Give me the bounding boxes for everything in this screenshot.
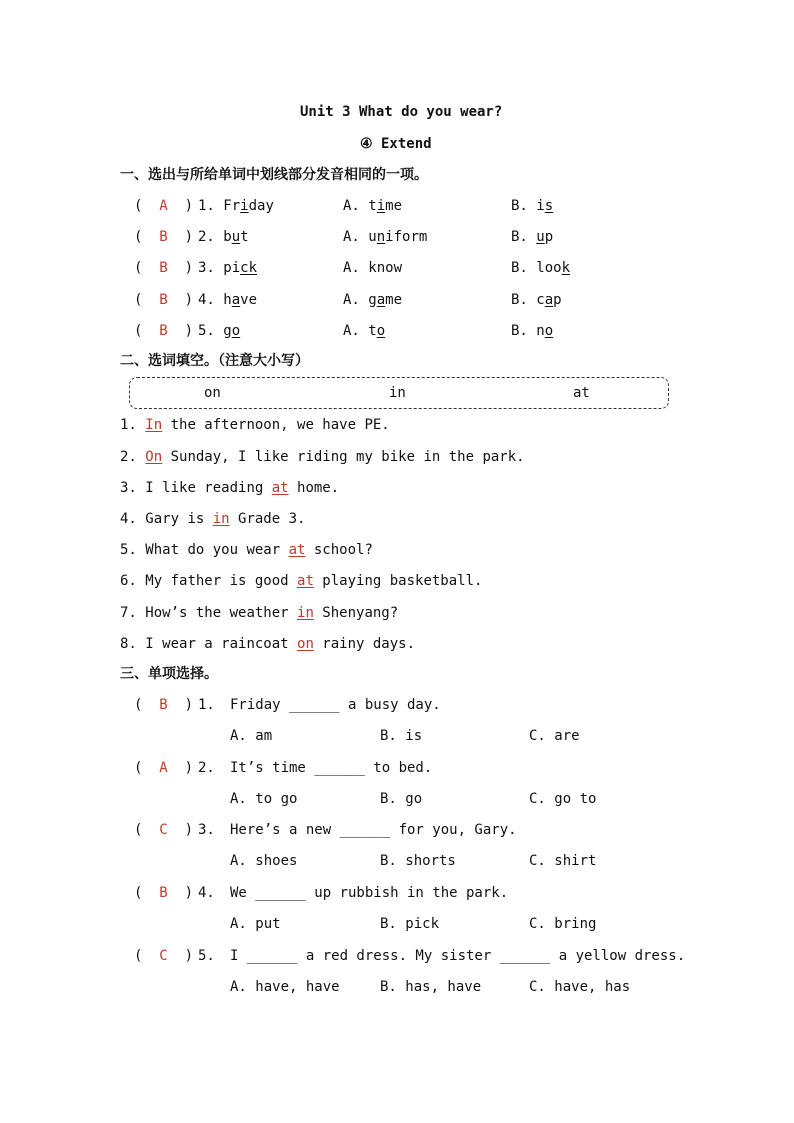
answer-bracket: ( A ) [134, 198, 194, 214]
option-c: C. shirt [529, 853, 597, 869]
underlined-part: u [231, 229, 241, 245]
word-part: ve [240, 292, 258, 308]
word-bank-word-on: on [204, 385, 221, 401]
option-b [511, 227, 553, 247]
filled-answer: on [297, 636, 314, 652]
text-before: Gary is [145, 511, 213, 527]
word-bank-word-in: in [389, 385, 406, 401]
option-letter: A. [343, 292, 369, 308]
word-part: n [536, 323, 545, 339]
question-word [198, 196, 274, 216]
underlined-part: i [376, 198, 386, 214]
filled-answer: at [297, 573, 314, 589]
word-part: h [223, 292, 232, 308]
word-part: me [385, 292, 403, 308]
fill-blank-item [120, 540, 373, 560]
word-part: iform [385, 229, 428, 245]
section1-heading: 一、选出与所给单词中划线部分发音相同的一项。 [120, 167, 428, 183]
word-part: loo [536, 260, 562, 276]
option-b: B. has, have [380, 979, 482, 995]
option-letter: B. [511, 323, 537, 339]
option-b: B. pick [380, 916, 440, 932]
question-number: 4. [198, 292, 215, 308]
question-number: 5. [198, 948, 215, 964]
text-before: How’s the weather [145, 605, 298, 621]
underlined-part: o [544, 323, 554, 339]
answer-letter: B [159, 697, 168, 713]
option-a: A. have, have [230, 979, 340, 995]
question-word [198, 227, 249, 247]
answer-letter: C [159, 948, 168, 964]
answer-bracket: ( B ) [134, 292, 194, 308]
page-subtitle: ④ Extend [360, 136, 432, 152]
fill-blank-item [120, 509, 305, 529]
answer-letter: B [159, 292, 168, 308]
option-a: A. put [230, 916, 281, 932]
option-b [511, 258, 570, 278]
option-a [343, 196, 402, 216]
option-letter: A. [343, 260, 369, 276]
underlined-part: s [544, 198, 554, 214]
question-number: 2. [198, 760, 215, 776]
answer-bracket: ( B ) [134, 229, 194, 245]
page-title: Unit 3 What do you wear? [300, 104, 503, 120]
word-part: now [376, 260, 403, 276]
word-part: me [385, 198, 403, 214]
option-c: C. bring [529, 916, 597, 932]
option-a [343, 227, 427, 247]
underlined-part: ck [240, 260, 258, 276]
question-text: I ______ a red dress. My sister ______ a yellow dress. [230, 948, 686, 964]
answer-letter: A [159, 198, 168, 214]
underlined-part: n [376, 229, 386, 245]
fill-blank-item [120, 603, 398, 623]
option-c: C. have, has [529, 979, 631, 995]
word-bank-word-at: at [573, 385, 590, 401]
word-part: t [240, 229, 249, 245]
option-a [343, 258, 402, 278]
filled-answer: On [145, 449, 163, 465]
item-number: 6. [120, 573, 137, 589]
question-word [198, 290, 257, 310]
question-number: 5. [198, 323, 215, 339]
word-part: day [248, 198, 274, 214]
question-word [198, 258, 257, 278]
text-after: home. [288, 480, 340, 496]
answer-bracket: ( B ) [134, 885, 194, 901]
word-part: t [368, 198, 377, 214]
option-a: A. shoes [230, 853, 298, 869]
option-a [343, 290, 402, 310]
option-b [511, 290, 562, 310]
underlined-part: a [376, 292, 386, 308]
word-part: Fr [223, 198, 241, 214]
word-part: p [544, 229, 554, 245]
option-letter: B. [511, 292, 537, 308]
fill-blank-item [120, 634, 415, 654]
question-text: It’s time ______ to bed. [230, 760, 433, 776]
text-after: the afternoon, we have PE. [162, 417, 390, 433]
item-number: 5. [120, 542, 137, 558]
filled-answer: at [288, 542, 306, 558]
text-before: What do you wear [145, 542, 289, 558]
item-number: 3. [120, 480, 137, 496]
underlined-part: o [231, 323, 241, 339]
word-part: p [553, 292, 562, 308]
question-number: 3. [198, 822, 215, 838]
answer-letter: C [159, 822, 168, 838]
answer-bracket: ( B ) [134, 260, 194, 276]
text-after: playing basketball. [313, 573, 483, 589]
option-letter: A. [343, 323, 369, 339]
option-c: C. are [529, 728, 580, 744]
filled-answer: In [145, 417, 163, 433]
answer-letter: B [159, 260, 168, 276]
answer-letter: B [159, 229, 168, 245]
word-part: g [368, 292, 377, 308]
text-before: My father is good [145, 573, 298, 589]
underlined-part: a [231, 292, 241, 308]
option-letter: B. [511, 260, 537, 276]
word-part: pi [223, 260, 241, 276]
filled-answer: in [297, 605, 314, 621]
answer-letter: B [159, 885, 168, 901]
answer-bracket: ( A ) [134, 760, 194, 776]
word-part: c [536, 292, 545, 308]
underlined-part: i [240, 198, 249, 214]
text-after: Shenyang? [313, 605, 399, 621]
text-after: school? [305, 542, 373, 558]
question-number: 1. [198, 697, 215, 713]
word-part: i [536, 198, 545, 214]
option-letter: A. [343, 198, 369, 214]
word-part: u [368, 229, 377, 245]
question-number: 1. [198, 198, 215, 214]
question-number: 3. [198, 260, 215, 276]
option-b: B. shorts [380, 853, 456, 869]
answer-bracket: ( B ) [134, 697, 194, 713]
fill-blank-item [120, 571, 482, 591]
question-number: 4. [198, 885, 215, 901]
item-number: 4. [120, 511, 137, 527]
underlined-part: u [536, 229, 545, 245]
option-letter: A. [343, 229, 369, 245]
answer-bracket: ( C ) [134, 822, 194, 838]
question-word [198, 321, 240, 341]
word-part: t [368, 323, 377, 339]
text-before: I like reading [145, 480, 272, 496]
filled-answer: in [212, 511, 230, 527]
option-a [343, 321, 385, 341]
word-part: g [223, 323, 232, 339]
word-part: b [223, 229, 232, 245]
question-text: Friday ______ a busy day. [230, 697, 441, 713]
option-c: C. go to [529, 791, 597, 807]
text-after: rainy days. [313, 636, 416, 652]
item-number: 2. [120, 449, 137, 465]
underlined-part: o [376, 323, 386, 339]
fill-blank-item [120, 447, 525, 467]
underlined-part: a [544, 292, 554, 308]
option-b: B. go [380, 791, 423, 807]
option-a: A. to go [230, 791, 298, 807]
answer-letter: B [159, 323, 168, 339]
option-letter: B. [511, 229, 537, 245]
text-after: Grade 3. [229, 511, 306, 527]
section3-heading: 三、单项选择。 [120, 666, 218, 682]
option-b [511, 196, 553, 216]
question-text: Here’s a new ______ for you, Gary. [230, 822, 517, 838]
option-b [511, 321, 553, 341]
answer-bracket: ( C ) [134, 948, 194, 964]
answer-letter: A [159, 760, 168, 776]
fill-blank-item [120, 478, 339, 498]
item-number: 7. [120, 605, 137, 621]
question-number: 2. [198, 229, 215, 245]
filled-answer: at [271, 480, 289, 496]
option-b: B. is [380, 728, 423, 744]
word-part: k [368, 260, 377, 276]
option-a: A. am [230, 728, 273, 744]
answer-bracket: ( B ) [134, 323, 194, 339]
underlined-part: k [561, 260, 571, 276]
question-text: We ______ up rubbish in the park. [230, 885, 509, 901]
fill-blank-item [120, 415, 390, 435]
section2-heading: 二、选词填空。（注意大小写） [120, 353, 309, 369]
item-number: 8. [120, 636, 137, 652]
text-before: I wear a raincoat [145, 636, 298, 652]
option-letter: B. [511, 198, 537, 214]
text-after: Sunday, I like riding my bike in the park. [162, 449, 525, 465]
item-number: 1. [120, 417, 137, 433]
